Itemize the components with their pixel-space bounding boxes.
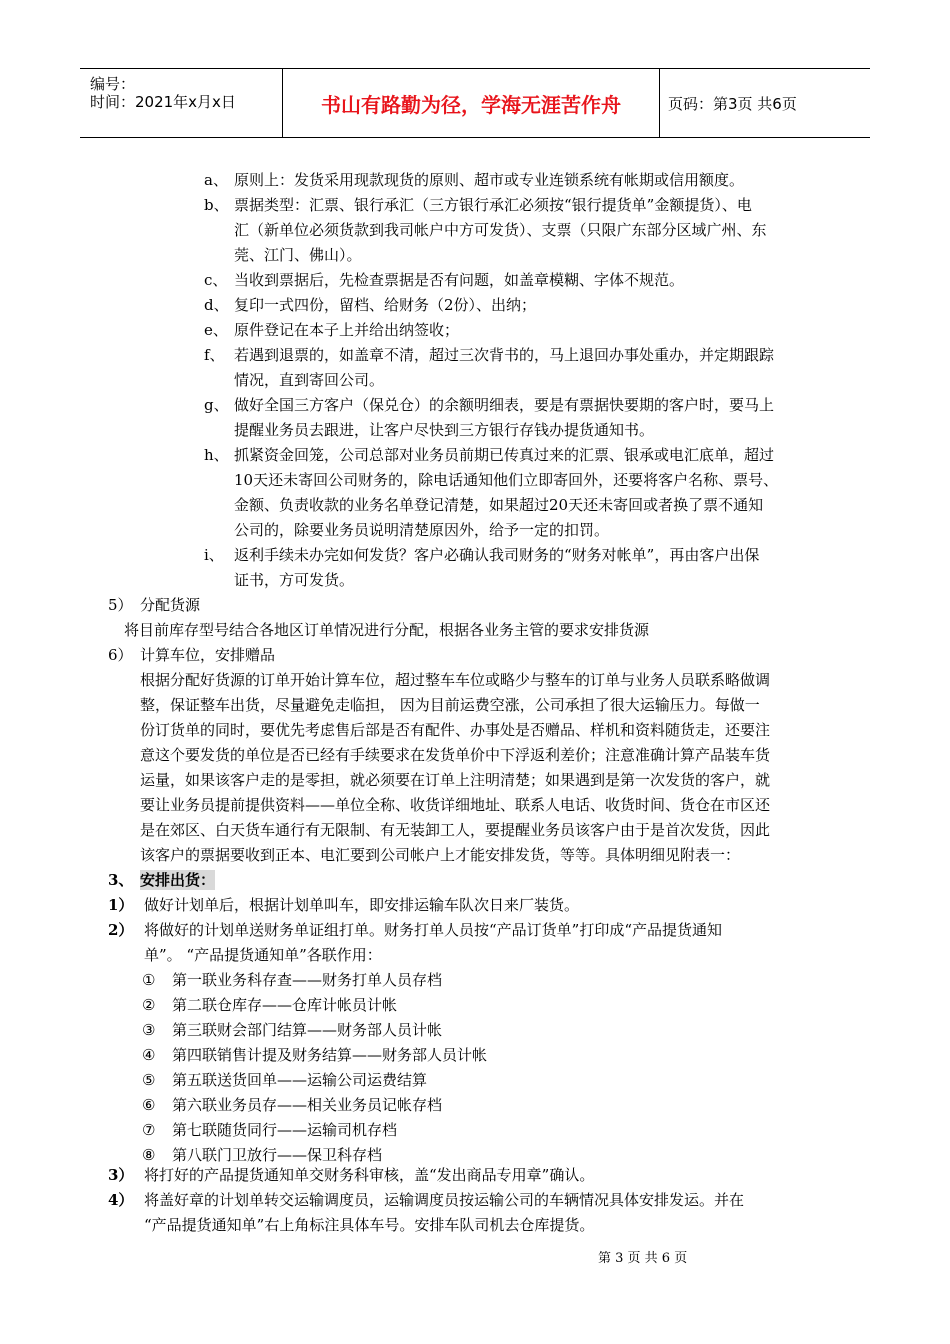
step-marker: 3） — [108, 1166, 134, 1184]
section-5-marker: 5） — [108, 596, 133, 614]
list-item-text: 复印一式四份，留档、给财务（2份）、出纳； — [234, 296, 537, 314]
list-item-marker: i、 — [204, 546, 224, 564]
page-header — [80, 68, 870, 138]
section-6-title: 计算车位，安排赠品 — [140, 646, 276, 664]
header-motto: 书山有路勤为径，学海无涯苦作舟 — [283, 69, 660, 137]
step-text: “产品提货通知单”右上角标注具体车号。安排车队司机去仓库提货。 — [144, 1216, 595, 1234]
list-item-marker: h、 — [204, 446, 229, 464]
copy-marker: ① — [142, 971, 156, 989]
section-6-marker: 6） — [108, 646, 133, 664]
list-item-text: 原则上：发货采用现款现货的原则、超市或专业连锁系统有帐期或信用额度。 — [234, 171, 745, 189]
step-text: 将盖好章的计划单转交运输调度员，运输调度员按运输公司的车辆情况具体安排发运。并在 — [144, 1191, 745, 1209]
copy-text: 第七联随货同行——运输司机存档 — [172, 1121, 398, 1139]
step-marker: 4） — [108, 1191, 134, 1209]
list-item-text: 原件登记在本子上并给出纳签收； — [234, 321, 460, 339]
section-3-title: 安排出货： — [140, 871, 216, 889]
list-item-text: 若遇到退票的，如盖章不清，超过三次背书的，马上退回办事处重办，并定期跟踪 — [234, 346, 775, 364]
copy-marker: ④ — [142, 1046, 156, 1064]
section-6-body-line: 该客户的票据要收到正本、电汇要到公司帐户上才能安排发货，等等。具体明细见附表一： — [140, 846, 741, 864]
section-6-body-line: 整，保证整车出货，尽量避免走临担， 因为目前运费空涨，公司承担了很大运输压力。每做一 — [140, 696, 760, 714]
step-text: 做好计划单后，根据计划单叫车，即安排运输车队次日来厂装货。 — [144, 896, 580, 914]
step-text: 单”。 “产品提货通知单”各联作用： — [144, 946, 382, 964]
copy-text: 第六联业务员存——相关业务员记帐存档 — [172, 1096, 443, 1114]
section-6-body-line: 是在郊区、白天货车通行有无限制、有无装卸工人，要提醒业务员该客户由于是首次发货，因此 — [140, 821, 771, 839]
copy-text: 第八联门卫放行——保卫科存档 — [172, 1146, 383, 1164]
list-item-text: 当收到票据后，先检查票据是否有问题，如盖章模糊、字体不规范。 — [234, 271, 685, 289]
copy-text: 第四联销售计提及财务结算——财务部人员计帐 — [172, 1046, 488, 1064]
copy-text: 第五联送货回单——运输公司运费结算 — [172, 1071, 428, 1089]
copy-text: 第三联财会部门结算——财务部人员计帐 — [172, 1021, 443, 1039]
list-item-text: 提醒业务员去跟进，让客户尽快到三方银行存钱办提货通知书。 — [234, 421, 655, 439]
list-item-text: 汇（新单位必须货款到我司帐户中方可发货）、支票（只限广东部分区域广州、东 — [234, 221, 767, 239]
list-item-text: 10天还未寄回公司财务的，除电话通知他们立即寄回外，还要将客户名称、票号、 — [234, 471, 779, 489]
section-5-title: 分配货源 — [140, 596, 201, 614]
copy-marker: ② — [142, 996, 156, 1014]
step-text: 将做好的计划单送财务单证组打单。财务打单人员按“产品订货单”打印成“产品提货通知 — [144, 921, 723, 939]
section-6-body-line: 根据分配好货源的订单开始计算车位，超过整车车位或略少与整车的订单与业务人员联系略做调 — [140, 671, 771, 689]
number-label: 编号： — [90, 75, 136, 93]
list-item-text: 返利手续未办完如何发货？客户必确认我司财务的“财务对帐单”，再由客户出保 — [234, 546, 760, 564]
list-item-marker: g、 — [204, 396, 229, 414]
list-item-text: 证书，方可发货。 — [234, 571, 355, 589]
section-6-body-line: 运量，如果该客户走的是零担，就必须要在订单上注明清楚；如果遇到是第一次发货的客户，就 — [140, 771, 771, 789]
copy-marker: ③ — [142, 1021, 156, 1039]
step-text: 将打好的产品提货通知单交财务科审核，盖“发出商品专用章”确认。 — [144, 1166, 595, 1184]
copy-text: 第一联业务科存查——财务打单人员存档 — [172, 971, 443, 989]
list-item-text: 公司的，除要业务员说明清楚原因外，给予一定的扣罚。 — [234, 521, 610, 539]
list-item-marker: a、 — [204, 171, 228, 189]
section-6-body-line: 意这个要发货的单位是否已经有手续要求在发货单价中下浮返利差价；注意准确计算产品装车货 — [140, 746, 771, 764]
list-item-text: 做好全国三方客户（保兑仓）的余额明细表，要是有票据快要期的客户时，要马上 — [234, 396, 775, 414]
list-item-text: 抓紧资金回笼，公司总部对业务员前期已传真过来的汇票、银承或电汇底单，超过 — [234, 446, 775, 464]
copy-marker: ⑦ — [142, 1121, 156, 1139]
list-item-marker: b、 — [204, 196, 229, 214]
list-item-text: 金额、负责收款的业务名单登记清楚，如果超过20天还未寄回或者换了票不通知 — [234, 496, 764, 514]
list-item-marker: c、 — [204, 271, 228, 289]
copy-marker: ⑧ — [142, 1146, 156, 1164]
step-marker: 1） — [108, 896, 134, 914]
section-3-marker: 3、 — [108, 871, 134, 889]
list-item-text: 票据类型：汇票、银行承汇（三方银行承汇必须按“银行提货单”金额提货）、电 — [234, 196, 752, 214]
copy-text: 第二联仓库存——仓库计帐员计帐 — [172, 996, 398, 1014]
list-item-text: 莞、江门、佛山）。 — [234, 246, 362, 264]
list-item-text: 情况，直到寄回公司。 — [234, 371, 385, 389]
section-6-body-line: 要让业务员提前提供资料——单位全称、收货详细地址、联系人电话、收货时间、货仓在市区还 — [140, 796, 771, 814]
copy-marker: ⑤ — [142, 1071, 156, 1089]
copy-marker: ⑥ — [142, 1096, 156, 1114]
list-item-marker: d、 — [204, 296, 229, 314]
list-item-marker: f、 — [204, 346, 225, 364]
header-info — [80, 69, 283, 137]
section-6-body-line: 份订货单的同时，要优先考虑售后部是否有配件、办事处是否赠品、样机和资料随货走，还要注 — [140, 721, 771, 739]
page-footer: 第 3 页 共 6 页 — [598, 1251, 688, 1266]
date-label: 时间：2021年x月x日 — [90, 93, 236, 111]
list-item-marker: e、 — [204, 321, 228, 339]
step-marker: 2） — [108, 921, 134, 939]
header-page-info: 页码：第3页 共6页 — [668, 94, 797, 113]
section-5-body: 将目前库存型号结合各地区订单情况进行分配，根据各业务主管的要求安排货源 — [124, 621, 650, 639]
